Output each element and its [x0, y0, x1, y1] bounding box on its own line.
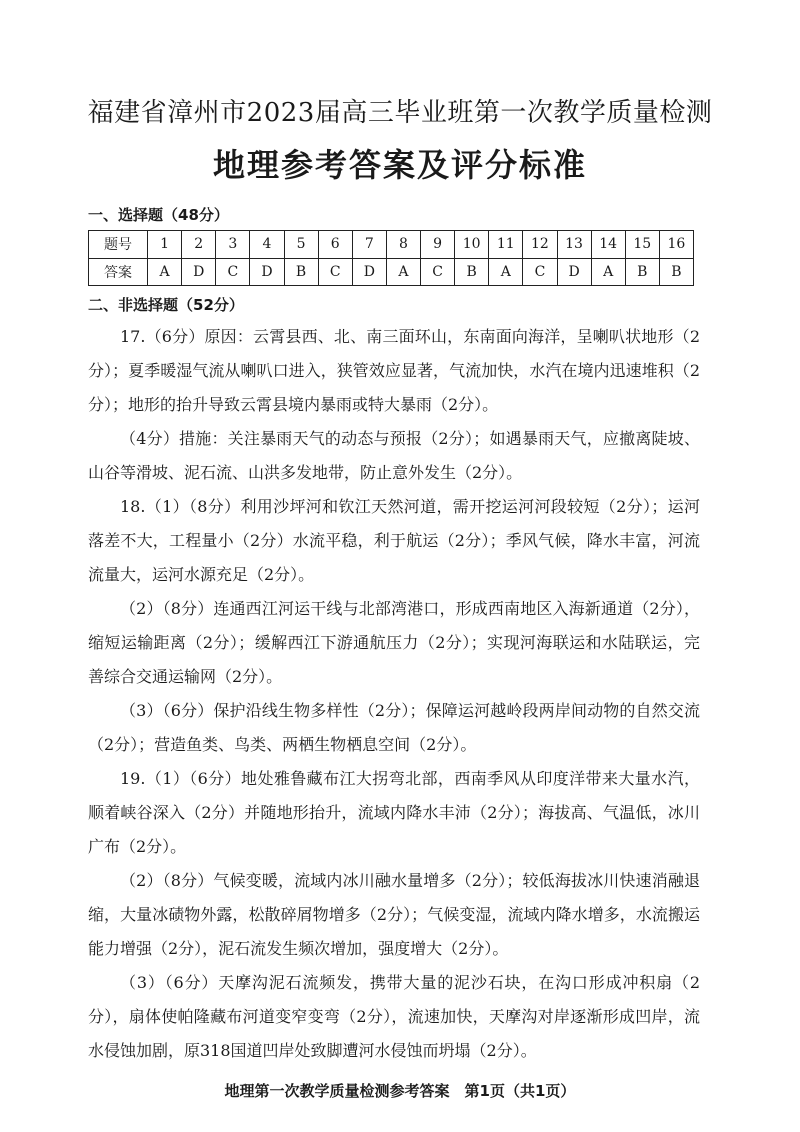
row-label-answer: 答案 [89, 258, 148, 286]
answer-paragraph-17-reason: 17.（6分）原因：云霄县西、北、南三面环山，东南面向海洋，呈喇叭状地形（2分）；夏季暖湿气流从喇叭口进入，狭管效应显著，气流加快，水汽在境内迅速堆积（2分）；地形的抬升导致云霄县境内暴雨或特大暴雨（2分）。 [88, 327, 700, 414]
question-number-cell: 8 [386, 231, 420, 259]
question-number-cell: 9 [421, 231, 455, 259]
answer-cell: D [182, 258, 216, 286]
answer-paragraph-19-2: （2）（8分）气候变暖，流域内冰川融水量增多（2分）；较低海拔冰川快速消融退缩，大量冰碛物外露，松散碎屑物增多（2分）；气候变湿，流域内降水增多，水流搬运能力增强（2分），泥石流发生频次增加，强度增大（2分）。 [88, 871, 700, 958]
answer-cell: C [216, 258, 250, 286]
question-number-cell: 10 [455, 231, 489, 259]
question-number-cell: 11 [489, 231, 523, 259]
page-footer: 地理第一次教学质量检测参考答案 第1页（共1页） [224, 1082, 576, 1100]
answer-cell: B [455, 258, 489, 286]
question-number-cell: 13 [557, 231, 591, 259]
answer-cell: A [386, 258, 420, 286]
multiple-choice-answer-table [88, 230, 694, 286]
answer-cell: A [591, 258, 625, 286]
question-number-cell: 5 [284, 231, 318, 259]
answer-cell: C [421, 258, 455, 286]
answer-row [89, 258, 694, 286]
question-number-cell: 16 [659, 231, 693, 259]
exam-title: 福建省漳州市2023届高三毕业班第一次教学质量检测 [87, 98, 713, 128]
question-number-cell: 7 [352, 231, 386, 259]
document-title: 地理参考答案及评分标准 [212, 146, 587, 184]
question-number-cell: 2 [182, 231, 216, 259]
section2-heading: 二、非选择题（52分） [88, 296, 244, 314]
answer-cell: B [659, 258, 693, 286]
question-number-cell: 12 [523, 231, 557, 259]
row-label-question-number: 题号 [89, 231, 148, 259]
answer-cell: D [250, 258, 284, 286]
answer-paragraph-17-measures: （4分）措施：关注暴雨天气的动态与预报（2分）；如遇暴雨天气，应撤离陡坡、山谷等滑坡、泥石流、山洪多发地带，防止意外发生（2分）。 [88, 429, 700, 482]
section1-heading: 一、选择题（48分） [88, 206, 229, 224]
question-number-cell: 6 [318, 231, 352, 259]
question-number-cell: 3 [216, 231, 250, 259]
answer-cell: B [284, 258, 318, 286]
answer-cell: B [625, 258, 659, 286]
answer-paragraph-19-3: （3）（6分）天摩沟泥石流频发，携带大量的泥沙石块，在沟口形成冲积扇（2分），扇体使帕隆藏布河道变窄变弯（2分），流速加快，天摩沟对岸逐渐形成凹岸，流水侵蚀加剧，原318国道凹岸处致脚遭河水侵蚀而坍塌（2分）。 [88, 973, 700, 1060]
answer-cell: C [318, 258, 352, 286]
question-number-cell: 15 [625, 231, 659, 259]
answer-cell: A [148, 258, 182, 286]
answer-cell: D [557, 258, 591, 286]
answer-paragraph-18-2: （2）（8分）连通西江河运干线与北部湾港口，形成西南地区入海新通道（2分），缩短运输距离（2分）；缓解西江下游通航压力（2分）；实现河海联运和水陆联运，完善综合交通运输网（2分）。 [88, 599, 700, 686]
answer-cell: D [352, 258, 386, 286]
question-number-cell: 14 [591, 231, 625, 259]
question-number-cell: 4 [250, 231, 284, 259]
answer-paragraph-19-1: 19.（1）（6分）地处雅鲁藏布江大拐弯北部，西南季风从印度洋带来大量水汽，顺着峡谷深入（2分）并随地形抬升，流域内降水丰沛（2分）；海拔高、气温低，冰川广布（2分）。 [88, 769, 700, 856]
question-number-cell: 1 [148, 231, 182, 259]
answer-cell: A [489, 258, 523, 286]
answer-paragraph-18-3: （3）（6分）保护沿线生物多样性（2分）；保障运河越岭段两岸间动物的自然交流（2分）；营造鱼类、鸟类、两栖生物栖息空间（2分）。 [88, 701, 700, 754]
answer-cell: C [523, 258, 557, 286]
answer-paragraph-18-1: 18.（1）（8分）利用沙坪河和钦江天然河道，需开挖运河河段较短（2分）；运河落差不大，工程量小（2分）水流平稳，利于航运（2分）；季风气候，降水丰富，河流流量大，运河水源充足（2分）。 [88, 497, 700, 584]
question-number-row [89, 231, 694, 259]
